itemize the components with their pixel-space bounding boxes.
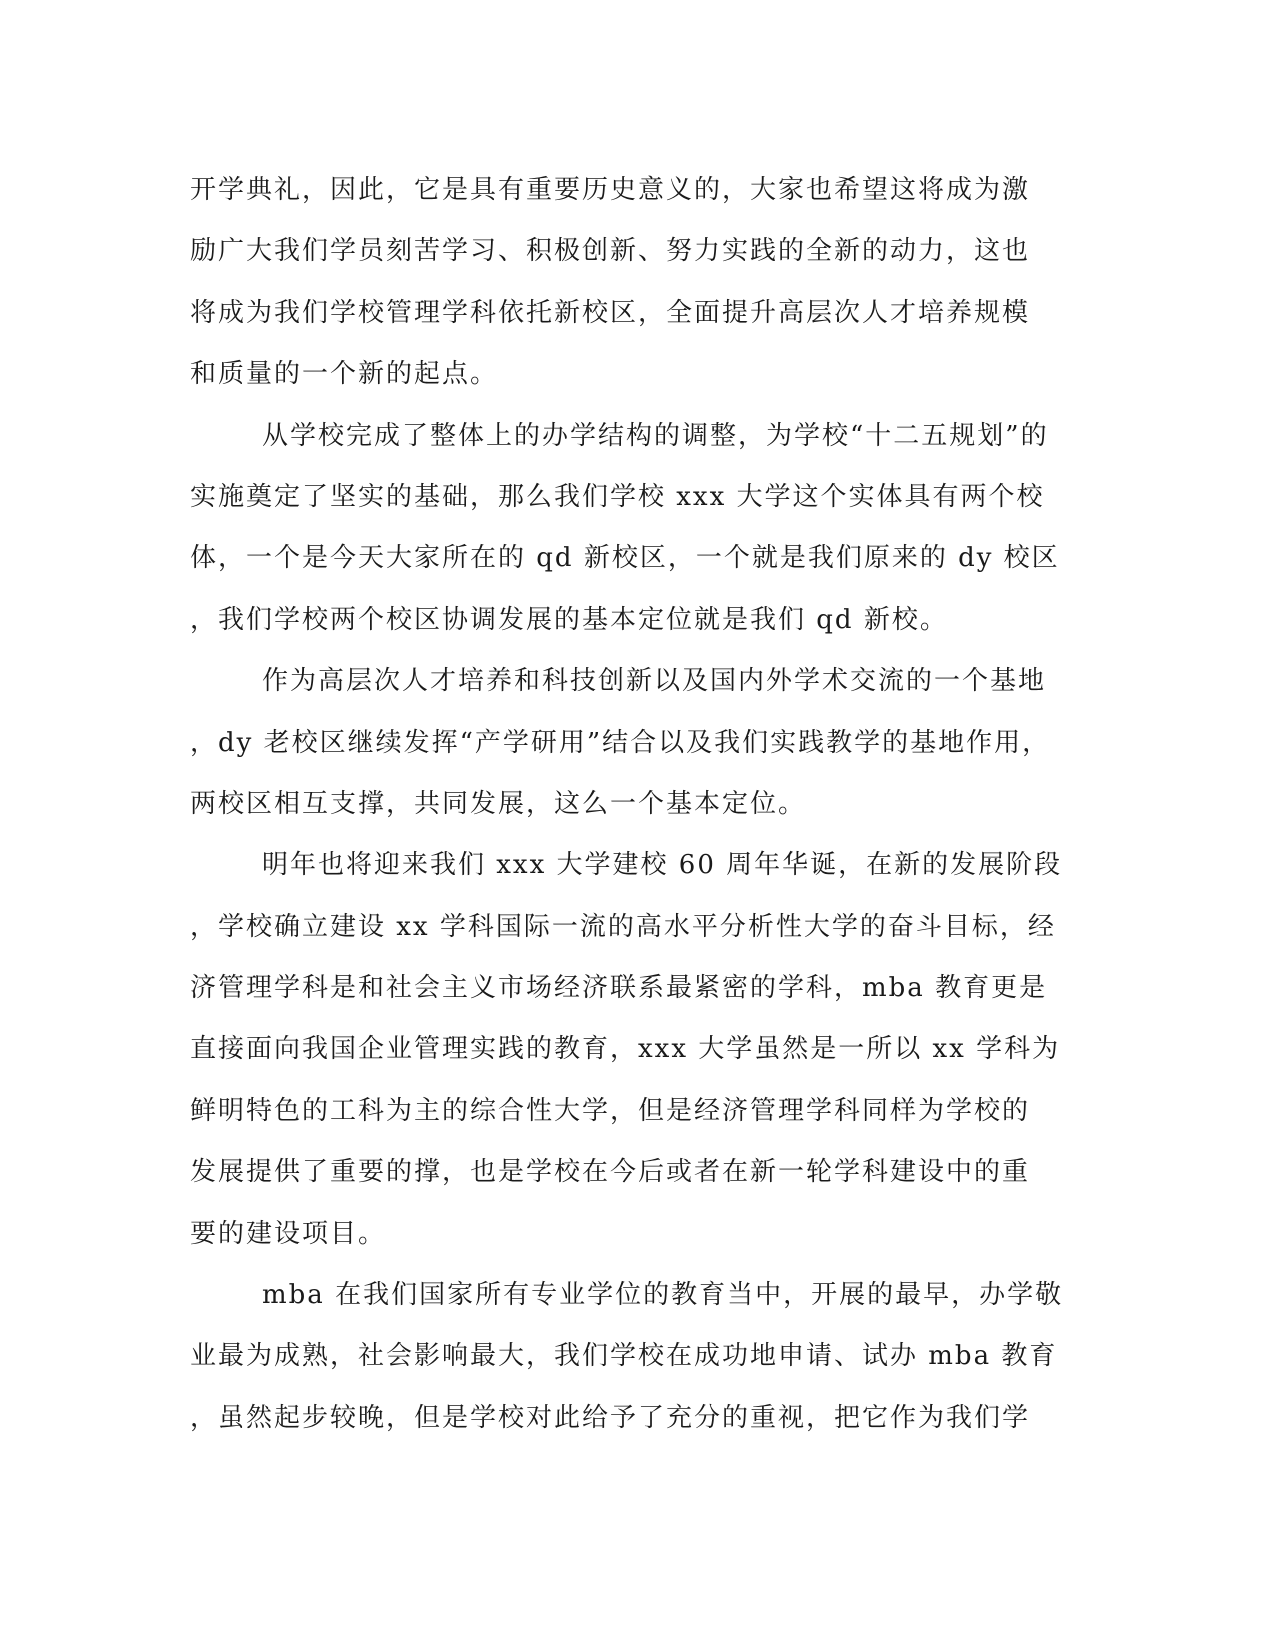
- text-line: 业最为成熟，社会影响最大，我们学校在成功地申请、试办 mba 教育: [190, 1341, 1058, 1372]
- body-text: [190, 160, 1090, 1449]
- text-line: 济管理学科是和社会主义市场经济联系最紧密的学科，mba 教育更是: [190, 973, 1048, 1004]
- text-line: 发展提供了重要的撑，也是学校在今后或者在新一轮学科建设中的重: [190, 1157, 1031, 1188]
- text-line: 开学典礼，因此，它是具有重要历史意义的，大家也希望这将成为激: [190, 175, 1031, 205]
- text-line: 实施奠定了坚实的基础，那么我们学校 xxx 大学这个实体具有两个校: [190, 481, 1045, 512]
- text-line: 直接面向我国企业管理实践的教育，xxx 大学虽然是一所以 xx 学科为: [190, 1034, 1061, 1065]
- text-line: ，学校确立建设 xx 学科国际一流的高水平分析性大学的奋斗目标，经: [190, 911, 1056, 942]
- text-line: mba 在我们国家所有专业学位的教育当中，开展的最早，办学敬: [262, 1280, 1064, 1311]
- text-line: 两校区相互支撑，共同发展，这么一个基本定位。: [190, 788, 807, 819]
- text-line: 励广大我们学员刻苦学习、积极创新、努力实践的全新的动力，这也: [190, 236, 1031, 267]
- text-line: 从学校完成了整体上的办学结构的调整，为学校“十二五规划”的: [262, 420, 1049, 451]
- text-line: 鲜明特色的工科为主的综合性大学，但是经济管理学科同样为学校的: [190, 1095, 1031, 1126]
- text-line: ，虽然起步较晚，但是学校对此给予了充分的重视，把它作为我们学: [190, 1402, 1031, 1433]
- text-line: 要的建设项目。: [190, 1218, 387, 1249]
- text-line: 体，一个是今天大家所在的 qd 新校区，一个就是我们原来的 dy 校区: [190, 543, 1060, 574]
- text-line: 作为高层次人才培养和科技创新以及国内外学术交流的一个基地: [262, 666, 1047, 697]
- text-line: ，我们学校两个校区协调发展的基本定位就是我们 qd 新校。: [190, 604, 948, 635]
- text-line: 将成为我们学校管理学科依托新校区，全面提升高层次人才培养规模: [190, 297, 1031, 328]
- text-line: 和质量的一个新的起点。: [190, 359, 499, 390]
- text-line: ，dy 老校区继续发挥“产学研用”结合以及我们实践教学的基地作用，: [190, 727, 1051, 758]
- text-line: 明年也将迎来我们 xxx 大学建校 60 周年华诞，在新的发展阶段: [262, 850, 1063, 881]
